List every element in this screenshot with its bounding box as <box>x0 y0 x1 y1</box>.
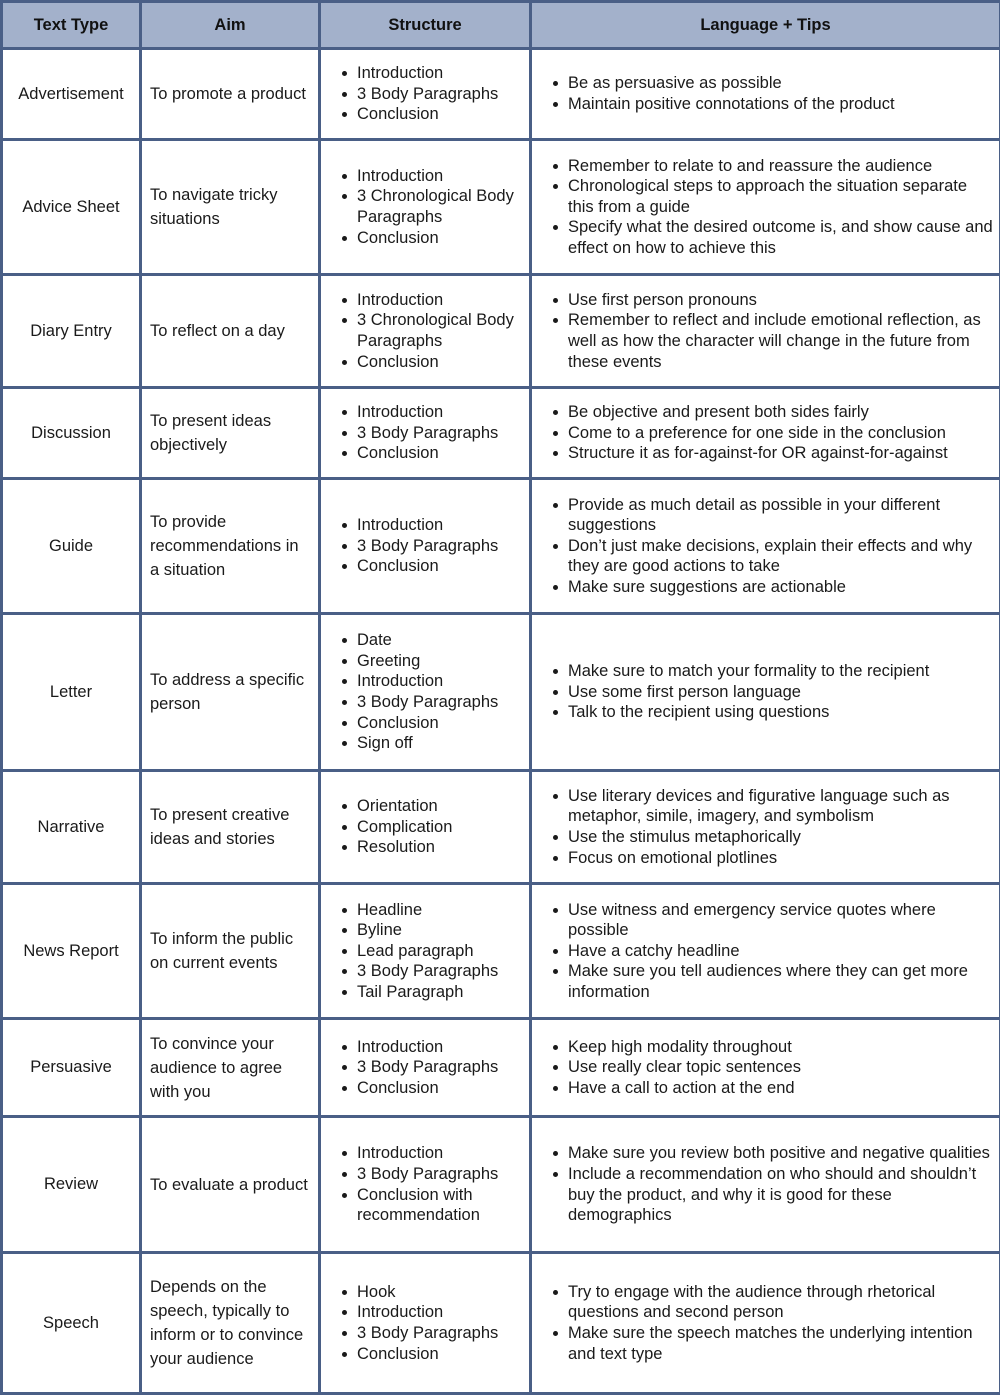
cell-structure <box>320 1019 531 1117</box>
table-row <box>2 1253 1000 1394</box>
list-item: Conclusion <box>357 1078 523 1099</box>
list-item: Introduction <box>357 1143 523 1164</box>
list-item: 3 Body Paragraphs <box>357 1057 523 1078</box>
cell-text-type: Diary Entry <box>2 275 141 388</box>
list-item: Introduction <box>357 63 523 84</box>
cell-structure <box>320 479 531 614</box>
cell-tips <box>531 275 1000 388</box>
cell-text-type: Persuasive <box>2 1019 141 1117</box>
cell-text-type: Letter <box>2 614 141 771</box>
header-row <box>2 2 1000 49</box>
cell-aim: To address a specific person <box>141 614 320 771</box>
list-item: 3 Chronological Body Paragraphs <box>357 310 523 351</box>
list-item: Conclusion <box>357 228 523 249</box>
cell-tips <box>531 1117 1000 1253</box>
cell-structure <box>320 614 531 771</box>
cell-text-type: Review <box>2 1117 141 1253</box>
cell-tips <box>531 614 1000 771</box>
list-item: Conclusion <box>357 443 523 464</box>
list-item: Introduction <box>357 166 523 187</box>
list-item: Use literary devices and figurative language such as metaphor, simile, imagery, and symbolism <box>568 786 993 827</box>
table-row <box>2 884 1000 1019</box>
list-item: Provide as much detail as possible in your different suggestions <box>568 495 993 536</box>
cell-structure <box>320 884 531 1019</box>
list-item: Conclusion with recommendation <box>357 1185 523 1226</box>
list-item: Conclusion <box>357 1344 523 1365</box>
list-item: Hook <box>357 1282 523 1303</box>
cell-tips <box>531 479 1000 614</box>
cell-aim: To provide recommendations in a situation <box>141 479 320 614</box>
cell-text-type: Guide <box>2 479 141 614</box>
list-item: Resolution <box>357 837 523 858</box>
list-item: 3 Body Paragraphs <box>357 423 523 444</box>
list-item: Lead paragraph <box>357 941 523 962</box>
cell-aim: Depends on the speech, typically to inform or to convince your audience <box>141 1253 320 1394</box>
cell-structure <box>320 388 531 479</box>
list-item: Use some first person language <box>568 682 993 703</box>
cell-text-type: Advice Sheet <box>2 140 141 275</box>
list-item: Introduction <box>357 1037 523 1058</box>
cell-aim: To present creative ideas and stories <box>141 771 320 884</box>
list-item: Date <box>357 630 523 651</box>
list-item: Complication <box>357 817 523 838</box>
list-item: Conclusion <box>357 556 523 577</box>
list-item: Introduction <box>357 1302 523 1323</box>
cell-text-type: Advertisement <box>2 49 141 140</box>
header-text-type: Text Type <box>2 2 141 49</box>
cell-tips <box>531 884 1000 1019</box>
cell-aim: To convince your audience to agree with you <box>141 1019 320 1117</box>
list-item: Chronological steps to approach the situation separate this from a guide <box>568 176 993 217</box>
table-row <box>2 771 1000 884</box>
cell-text-type: Narrative <box>2 771 141 884</box>
list-item: 3 Body Paragraphs <box>357 1164 523 1185</box>
table-row <box>2 1019 1000 1117</box>
list-item: 3 Chronological Body Paragraphs <box>357 186 523 227</box>
cell-aim: To promote a product <box>141 49 320 140</box>
table-row <box>2 614 1000 771</box>
list-item: Keep high modality throughout <box>568 1037 993 1058</box>
table-row <box>2 388 1000 479</box>
cell-text-type: Speech <box>2 1253 141 1394</box>
list-item: Conclusion <box>357 352 523 373</box>
list-item: Use the stimulus metaphorically <box>568 827 993 848</box>
list-item: Byline <box>357 920 523 941</box>
list-item: Make sure suggestions are actionable <box>568 577 993 598</box>
cell-tips <box>531 1253 1000 1394</box>
cell-structure <box>320 275 531 388</box>
table-row <box>2 275 1000 388</box>
list-item: Greeting <box>357 651 523 672</box>
list-item: Use really clear topic sentences <box>568 1057 993 1078</box>
list-item: Be as persuasive as possible <box>568 73 993 94</box>
cell-aim: To navigate tricky situations <box>141 140 320 275</box>
list-item: Have a catchy headline <box>568 941 993 962</box>
table-row <box>2 1117 1000 1253</box>
list-item: Focus on emotional plotlines <box>568 848 993 869</box>
list-item: Introduction <box>357 671 523 692</box>
list-item: 3 Body Paragraphs <box>357 84 523 105</box>
header-aim: Aim <box>141 2 320 49</box>
list-item: Try to engage with the audience through rhetorical questions and second person <box>568 1282 993 1323</box>
list-item: Sign off <box>357 733 523 754</box>
list-item: Headline <box>357 900 523 921</box>
list-item: Include a recommendation on who should and shouldn’t buy the product, and why it is good for these demographics <box>568 1164 993 1226</box>
table-row <box>2 49 1000 140</box>
list-item: Don’t just make decisions, explain their effects and why they are good actions to take <box>568 536 993 577</box>
cell-aim: To present ideas objectively <box>141 388 320 479</box>
list-item: Make sure you tell audiences where they can get more information <box>568 961 993 1002</box>
header-structure: Structure <box>320 2 531 49</box>
list-item: 3 Body Paragraphs <box>357 1323 523 1344</box>
cell-structure <box>320 1117 531 1253</box>
cell-text-type: Discussion <box>2 388 141 479</box>
table-row <box>2 479 1000 614</box>
list-item: Maintain positive connotations of the product <box>568 94 993 115</box>
list-item: Introduction <box>357 515 523 536</box>
list-item: Talk to the recipient using questions <box>568 702 993 723</box>
list-item: 3 Body Paragraphs <box>357 692 523 713</box>
list-item: Tail Paragraph <box>357 982 523 1003</box>
list-item: Use first person pronouns <box>568 290 993 311</box>
cell-structure <box>320 49 531 140</box>
cell-aim: To reflect on a day <box>141 275 320 388</box>
list-item: Be objective and present both sides fairly <box>568 402 993 423</box>
list-item: Conclusion <box>357 713 523 734</box>
list-item: Introduction <box>357 290 523 311</box>
cell-tips <box>531 388 1000 479</box>
list-item: Come to a preference for one side in the conclusion <box>568 423 993 444</box>
cell-aim: To inform the public on current events <box>141 884 320 1019</box>
cell-structure <box>320 1253 531 1394</box>
list-item: Conclusion <box>357 104 523 125</box>
list-item: Structure it as for-against-for OR against-for-against <box>568 443 993 464</box>
list-item: Remember to reflect and include emotional reflection, as well as how the character will change in the future from these events <box>568 310 993 372</box>
cell-structure <box>320 140 531 275</box>
cell-aim: To evaluate a product <box>141 1117 320 1253</box>
header-language-tips: Language + Tips <box>531 2 1000 49</box>
cell-tips <box>531 49 1000 140</box>
list-item: 3 Body Paragraphs <box>357 961 523 982</box>
cell-tips <box>531 140 1000 275</box>
cell-text-type: News Report <box>2 884 141 1019</box>
cell-tips <box>531 771 1000 884</box>
list-item: 3 Body Paragraphs <box>357 536 523 557</box>
list-item: Have a call to action at the end <box>568 1078 993 1099</box>
list-item: Make sure the speech matches the underlying intention and text type <box>568 1323 993 1364</box>
list-item: Orientation <box>357 796 523 817</box>
cell-structure <box>320 771 531 884</box>
list-item: Remember to relate to and reassure the audience <box>568 156 993 177</box>
list-item: Use witness and emergency service quotes where possible <box>568 900 993 941</box>
list-item: Specify what the desired outcome is, and show cause and effect on how to achieve this <box>568 218 993 257</box>
list-item: Make sure you review both positive and negative qualities <box>568 1143 993 1164</box>
cell-tips <box>531 1019 1000 1117</box>
list-item: Introduction <box>357 402 523 423</box>
table-row <box>2 140 1000 275</box>
list-item: Make sure to match your formality to the recipient <box>568 661 993 682</box>
